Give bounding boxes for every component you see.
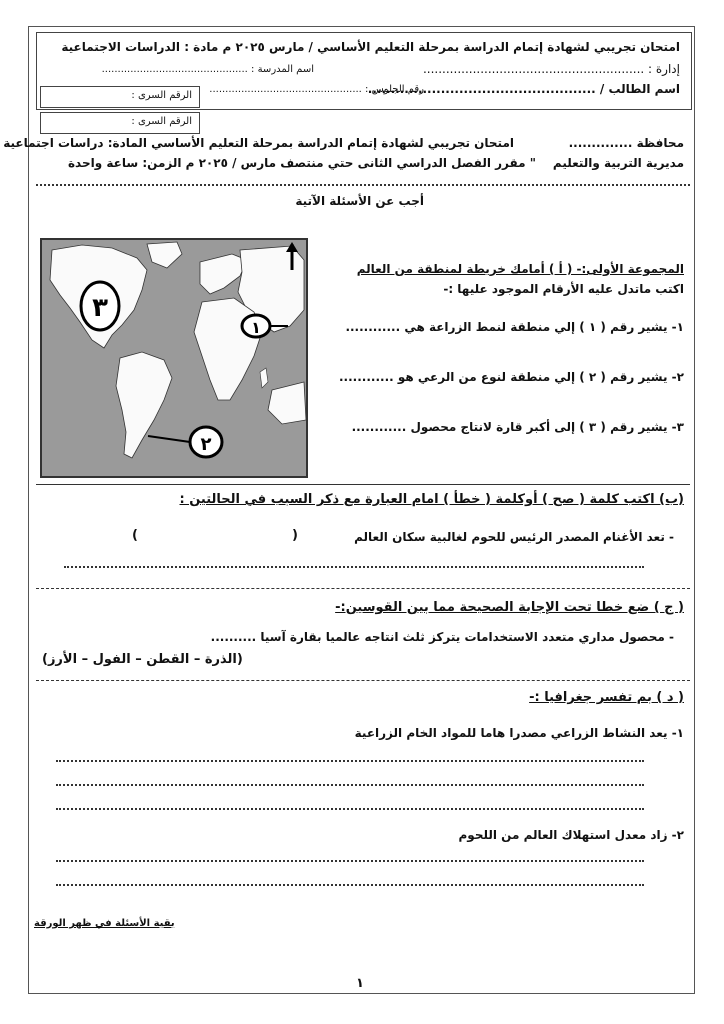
- section-divider-3: [36, 680, 690, 681]
- answer-line-b[interactable]: [64, 566, 644, 568]
- group1-question-1: ١- يشير رقم ( ١ ) إلي منطقة لنمط الزراعة هي ............: [345, 320, 684, 334]
- section-b-statement: - تعد الأغنام المصدر الرئيس للحوم لغالبية سكان العالم: [354, 530, 674, 544]
- section-d-question-1: ١- يعد النشاط الزراعي مصدرا هاما للمواد الخام الزراعية: [354, 726, 684, 740]
- exam-title-line2: امتحان تجريبي لشهادة إتمام الدراسة بمرحلة التعليم الأساسي المادة: دراسات اجتماعية: [3, 136, 514, 150]
- section-d-question-2: ٢- زاد معدل استهلاك العالم من اللحوم: [458, 828, 684, 842]
- world-map: [40, 238, 308, 478]
- answer-line-d1-3[interactable]: [56, 808, 644, 810]
- map-label-3: ٣: [92, 293, 108, 323]
- group1-question-2: ٢- يشير رقم ( ٢ ) إلي منطقة لنوع من الرعي هو ............: [338, 370, 684, 384]
- exam-title-line1: امتحان تجريبي لشهادة إتمام الدراسة بمرحلة التعليم الأساسي / مارس ٢٠٢٥ م مادة : الدراسات الاجتماعية: [61, 40, 680, 54]
- group1-subtitle: اكتب ماتدل عليه الأرقام الموجود عليها :-: [443, 282, 684, 296]
- student-name-field: اسم الطالب / ..................................................: [367, 82, 680, 96]
- section-divider-1: [36, 484, 690, 485]
- page-number: ١: [356, 976, 364, 991]
- section-divider-2: [36, 588, 690, 589]
- secret-number-label-1: الرقم السرى :: [131, 90, 192, 101]
- answer-line-d1-1[interactable]: [56, 760, 644, 762]
- continue-note: بقية الأسئلة في ظهر الورقة: [34, 918, 175, 929]
- section-d-title: ( د ) بم تفسر جغرافيا :-: [529, 690, 684, 705]
- governorate-field: محافظة ..............: [568, 136, 684, 150]
- answer-line-d2-1[interactable]: [56, 860, 644, 862]
- header-divider: [36, 184, 690, 186]
- map-label-2: ٢: [200, 434, 212, 455]
- exam-page: [28, 26, 695, 994]
- answer-line-d1-2[interactable]: [56, 784, 644, 786]
- section-b-title: (ب) اكتب كلمة ( صح ) أوكلمة ( خطأ ) امام العبارة مع ذكر السبب في الحالتين :: [179, 492, 684, 507]
- secret-number-label-2: الرقم السرى :: [131, 116, 192, 127]
- section-c-title: ( ج ) ضع خطا تحت الإجابة الصحيحة مما بين القوسين:-: [335, 600, 684, 615]
- seat-number-field: رقم الجلوس : ................................................: [209, 84, 424, 95]
- exam-title-line3: " مقرر الفصل الدراسي الثانى حتي منتصف مارس / ٢٠٢٥ م الزمن: ساعة واحدة: [67, 156, 536, 170]
- instructions: أجب عن الأسئلة الآتية: [295, 194, 424, 208]
- directorate-label: مديرية التربية والتعليم: [552, 156, 684, 170]
- group1-title: المجموعة الأولى:- ( أ ) أمامك خريطة لمنطقة من العالم: [356, 262, 684, 276]
- answer-paren-open: (: [292, 528, 298, 543]
- answer-line-d2-2[interactable]: [56, 884, 644, 886]
- section-c-choices: (الذرة – القطن – الفول – الأرز): [42, 652, 243, 667]
- map-svg: [42, 240, 306, 476]
- group1-question-3: ٣- يشير رقم ( ٣ ) إلى أكبر قارة لانتاج محصول ............: [351, 420, 684, 434]
- section-c-statement: - محصول مداري متعدد الاستخدامات يتركز ثلث انتاجه عالميا بقارة آسيا ..........: [210, 630, 674, 644]
- school-field: اسم المدرسة : ..............................................: [101, 64, 314, 75]
- admin-field: إدارة : ..........................................................: [422, 62, 680, 76]
- answer-paren-close: ): [132, 528, 138, 543]
- map-label-1: ١: [251, 318, 261, 337]
